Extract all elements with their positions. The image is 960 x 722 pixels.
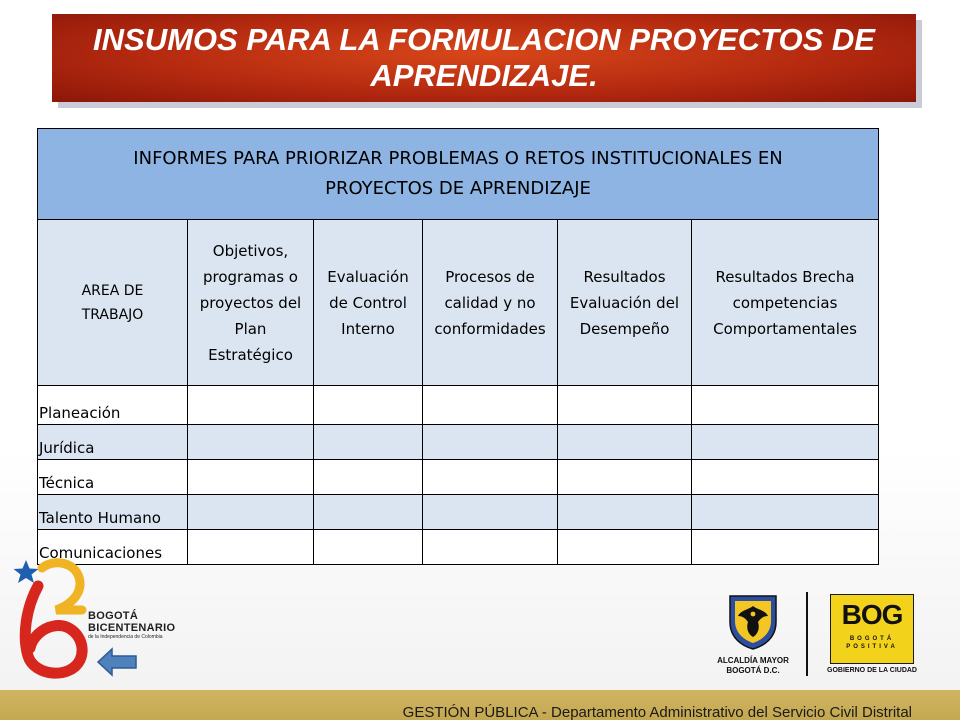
gobierno-ciudad-text: GOBIERNO DE LA CIUDAD	[827, 667, 917, 674]
alcaldia-text	[710, 656, 796, 676]
table-main-header	[38, 129, 879, 220]
star-icon	[14, 560, 39, 583]
column-header-control-interno	[314, 220, 423, 386]
table-row	[38, 386, 879, 425]
table-cell	[188, 425, 314, 460]
table-cell	[423, 530, 558, 565]
coat-of-arms-icon	[724, 592, 782, 650]
footer-text: GESTIÓN PÚBLICA - Departamento Administrativo del Servicio Civil Distrital	[402, 704, 912, 721]
table-cell	[558, 530, 692, 565]
main-header-line2: PROYECTOS DE APRENDIZAJE	[325, 178, 591, 199]
col-header-line: proyectos del	[199, 293, 302, 312]
col-header-line: Procesos de	[445, 267, 535, 286]
table-cell	[314, 530, 423, 565]
slide-title-line2: APRENDIZAJE.	[370, 58, 598, 93]
slide-title-line1: INSUMOS PARA LA FORMULACION PROYECTOS DE	[93, 22, 875, 57]
table-cell	[314, 386, 423, 425]
main-header-line1: INFORMES PARA PRIORIZAR PROBLEMAS O RETOS INSTITUCIONALES EN	[133, 148, 783, 169]
table-cell	[558, 386, 692, 425]
column-header-area	[38, 220, 188, 386]
col-header-line: Interno	[341, 319, 395, 338]
column-header-objetivos	[188, 220, 314, 386]
table-cell	[188, 460, 314, 495]
table-cell	[558, 495, 692, 530]
table-cell	[188, 530, 314, 565]
table-cell	[692, 386, 879, 425]
bicentenario-text	[88, 610, 175, 641]
bog-sub-line2: POSITIVA	[846, 644, 898, 650]
col-header-line: Objetivos,	[212, 241, 289, 260]
bicentenario-line1: BOGOTÁ	[88, 610, 139, 622]
alcaldia-line1: ALCALDÍA MAYOR	[717, 656, 789, 665]
col-header-line: Comportamentales	[713, 319, 857, 338]
reports-table	[37, 128, 879, 565]
bicentenario-line3: de la Independencia de Colombia	[88, 634, 163, 640]
row-label: Talento Humano	[38, 495, 188, 530]
column-header-brecha	[692, 220, 879, 386]
col-header-line: Desempeño	[579, 319, 670, 338]
row-label: Técnica	[38, 460, 188, 495]
row-label: Jurídica	[38, 425, 188, 460]
bicentenario-line2: BICENTENARIO	[88, 622, 176, 634]
logo-divider	[806, 592, 808, 676]
col-header-line: de Control	[329, 293, 407, 312]
slide-title	[64, 22, 904, 94]
bog-subtitle	[831, 635, 913, 651]
table-cell	[314, 495, 423, 530]
table-cell	[314, 425, 423, 460]
col-header-line: Resultados	[583, 267, 666, 286]
table-cell	[314, 460, 423, 495]
table-cell	[423, 386, 558, 425]
bog-wordmark: BOG	[841, 599, 903, 630]
col-header-line: conformidades	[434, 319, 546, 338]
col-header-line: AREA DE	[81, 282, 144, 299]
table-cell	[692, 460, 879, 495]
col-header-line: Evaluación del	[569, 293, 680, 312]
title-banner	[52, 14, 916, 102]
table-cell	[692, 425, 879, 460]
col-header-line: competencias	[732, 293, 838, 312]
table-cell	[423, 495, 558, 530]
col-header-line: Plan	[234, 319, 267, 338]
row-label: Planeación	[38, 386, 188, 425]
table-cell	[692, 530, 879, 565]
table-cell	[188, 495, 314, 530]
table-cell	[558, 460, 692, 495]
table-row	[38, 425, 879, 460]
col-header-line: Resultados Brecha	[715, 267, 855, 286]
col-header-line: programas o	[203, 267, 298, 286]
table-cell	[423, 425, 558, 460]
table-cell	[188, 386, 314, 425]
table-cell	[558, 425, 692, 460]
bogota-positiva-logo	[830, 594, 914, 664]
table-cell	[423, 460, 558, 495]
table-row	[38, 495, 879, 530]
bog-sub-line1: BOGOTÁ	[849, 636, 895, 642]
col-header-line: Evaluación	[327, 267, 409, 286]
alcaldia-line2: BOGOTÁ D.C.	[726, 666, 780, 675]
row-label: Comunicaciones	[38, 530, 188, 565]
col-header-line: TRABAJO	[81, 306, 144, 323]
col-header-line: Estratégico	[208, 345, 293, 364]
column-header-desempeno	[558, 220, 692, 386]
table-row	[38, 460, 879, 495]
back-arrow-icon[interactable]	[96, 646, 138, 678]
bicentenario-two-glyph	[42, 563, 82, 610]
col-header-line: calidad y no	[444, 293, 536, 312]
column-header-procesos-calidad	[423, 220, 558, 386]
table-cell	[692, 495, 879, 530]
